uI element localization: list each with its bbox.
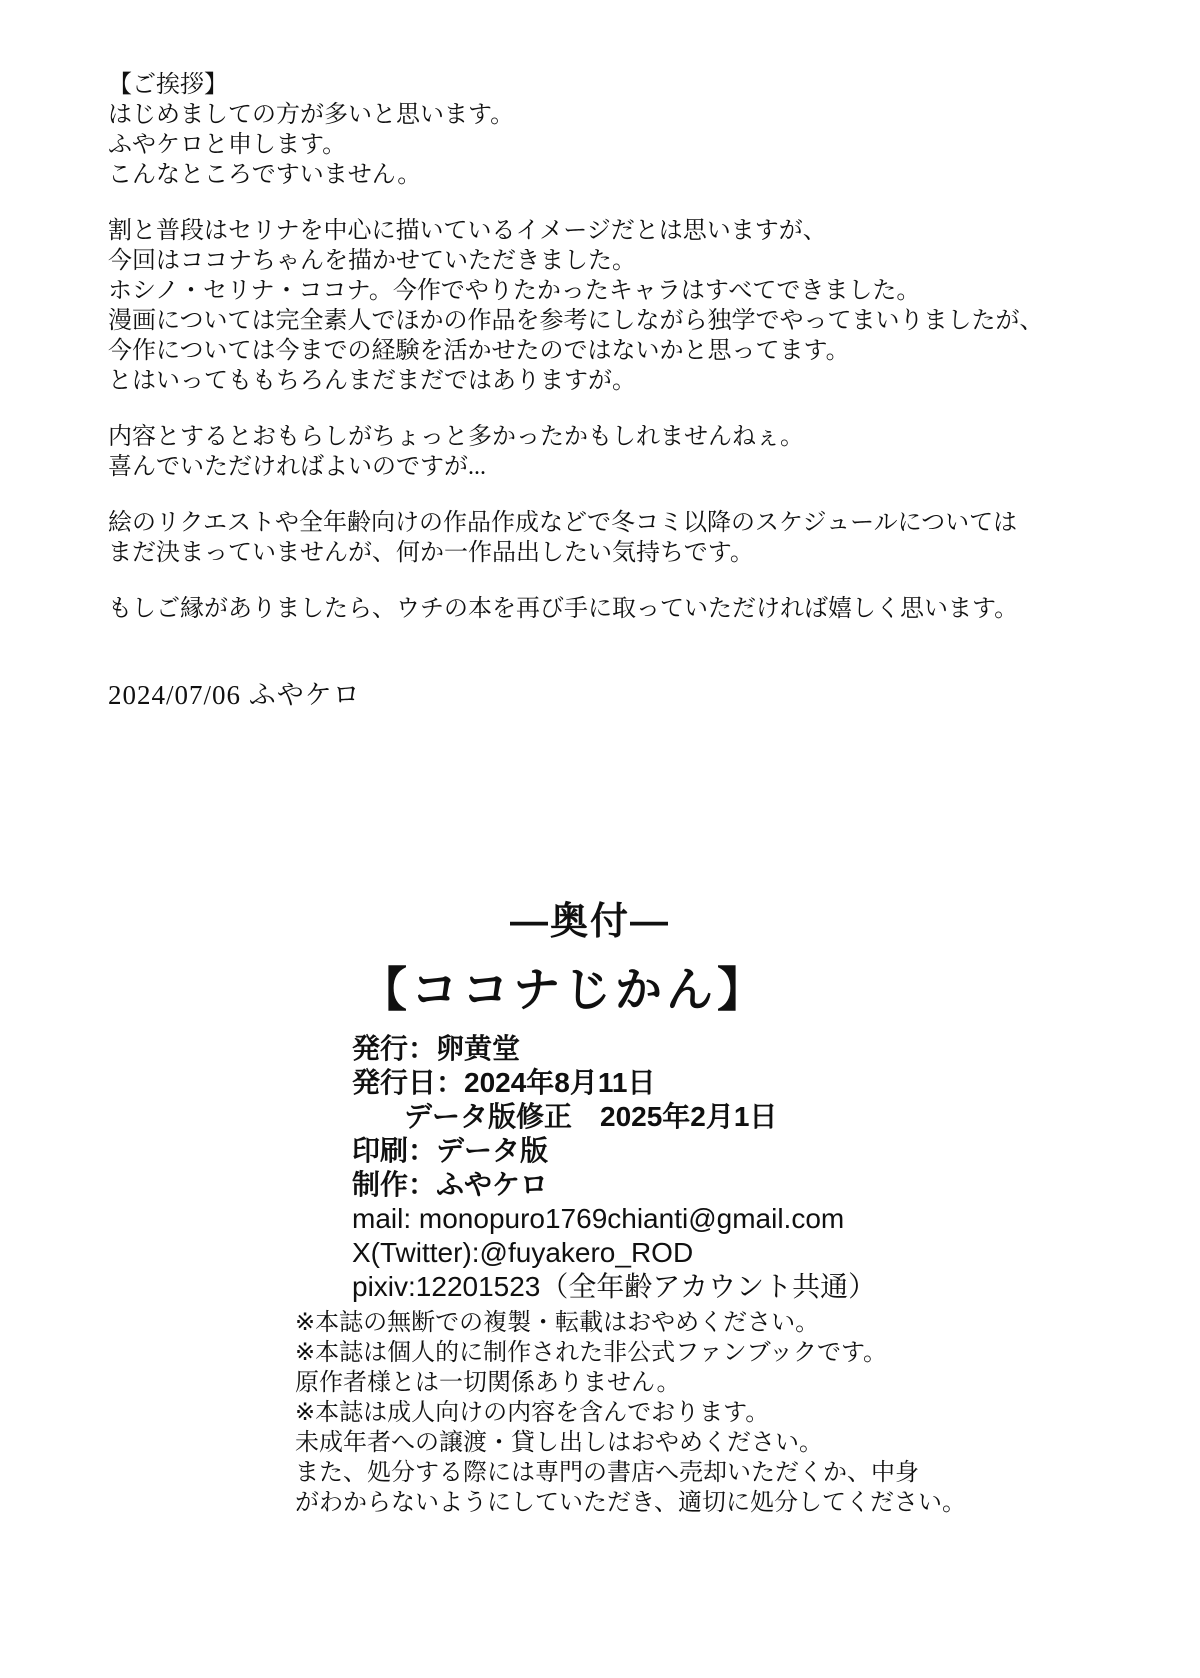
publish-date-line: 発行日：2024年8月11日: [352, 1067, 656, 1098]
greeting-line: 割と普段はセリナを中心に描いているイメージだとは思いますが、: [108, 218, 827, 244]
greeting-line: 漫画については完全素人でほかの作品を参考にしながら独学でやってまいりましたが、: [108, 308, 1044, 334]
greeting-line: 今作については今までの経験を活かせたのではないかと思ってます。: [108, 338, 850, 364]
greeting-line: まだ決まっていませんが、何か一作品出したい気持ちです。: [108, 540, 754, 566]
greeting-heading: 【ご挨拶】: [108, 72, 228, 98]
notice-line: ※本誌の無断での複製・転載はおやめください。: [295, 1309, 820, 1336]
greeting-line: こんなところですいません。: [108, 162, 422, 188]
greeting-paragraph: [108, 70, 1044, 190]
greeting-line: ホシノ・セリナ・ココナ。今作でやりたかったキャラはすべてできました。: [108, 278, 921, 304]
greeting-line: はじめましての方が多いと思います。: [108, 102, 515, 128]
pixiv-line: pixiv:12201523（全年齢アカウント共通）: [352, 1271, 877, 1302]
notice-line: 未成年者への譲渡・貸し出しはおやめください。: [295, 1429, 823, 1456]
author-line: 制作：ふやケロ: [352, 1169, 549, 1200]
greeting-line: もしご縁がありましたら、ウチの本を再び手に取っていただければ嬉しく思います。: [108, 596, 1019, 622]
greeting-paragraph: [108, 508, 1044, 568]
greeting-paragraph: [108, 216, 1044, 396]
signoff-date: 2024/07/06 ふやケロ: [108, 680, 361, 710]
printing-line: 印刷：データ版: [352, 1135, 549, 1166]
notice-line: ※本誌は成人向けの内容を含んでおります。: [295, 1399, 770, 1426]
greeting-line: 喜んでいただければよいのですが...: [108, 454, 486, 480]
greeting-section: [108, 70, 1044, 710]
greeting-line: とはいってももちろんまだまだではありますが。: [108, 368, 636, 394]
data-revision-line: データ版修正 2025年2月1日: [404, 1101, 778, 1132]
greeting-line: ふやケロと申します。: [108, 132, 347, 158]
greeting-paragraph: [108, 594, 1044, 624]
greeting-line: 今回はココナちゃんを描かせていただきました。: [108, 248, 636, 274]
notice-line: がわからないようにしていただき、適切に処分してください。: [295, 1489, 967, 1516]
colophon-section-title: ―奥付―: [509, 901, 670, 943]
notice-line: また、処分する際には専門の書店へ売却いただくか、中身: [295, 1459, 919, 1486]
greeting-paragraph: [108, 422, 1044, 482]
colophon-details: [352, 1032, 876, 1304]
publisher-line: 発行：卵黄堂: [352, 1033, 521, 1064]
greeting-line: 絵のリクエストや全年齢向けの作品作成などで冬コミ以降のスケジュールについては: [108, 510, 1018, 536]
book-title: 【ココナじかん】: [360, 965, 768, 1017]
mail-line: mail: monopuro1769chianti@gmail.com: [352, 1203, 845, 1234]
notice-line: 原作者様とは一切関係ありません。: [295, 1369, 681, 1396]
notice-line: ※本誌は個人的に制作された非公式ファンブックです。: [295, 1339, 888, 1366]
greeting-line: 内容とするとおもらしがちょっと多かったかもしれませんねぇ。: [108, 424, 804, 450]
colophon-notices: [295, 1308, 966, 1518]
twitter-line: X(Twitter):@fuyakero_ROD: [352, 1237, 694, 1268]
